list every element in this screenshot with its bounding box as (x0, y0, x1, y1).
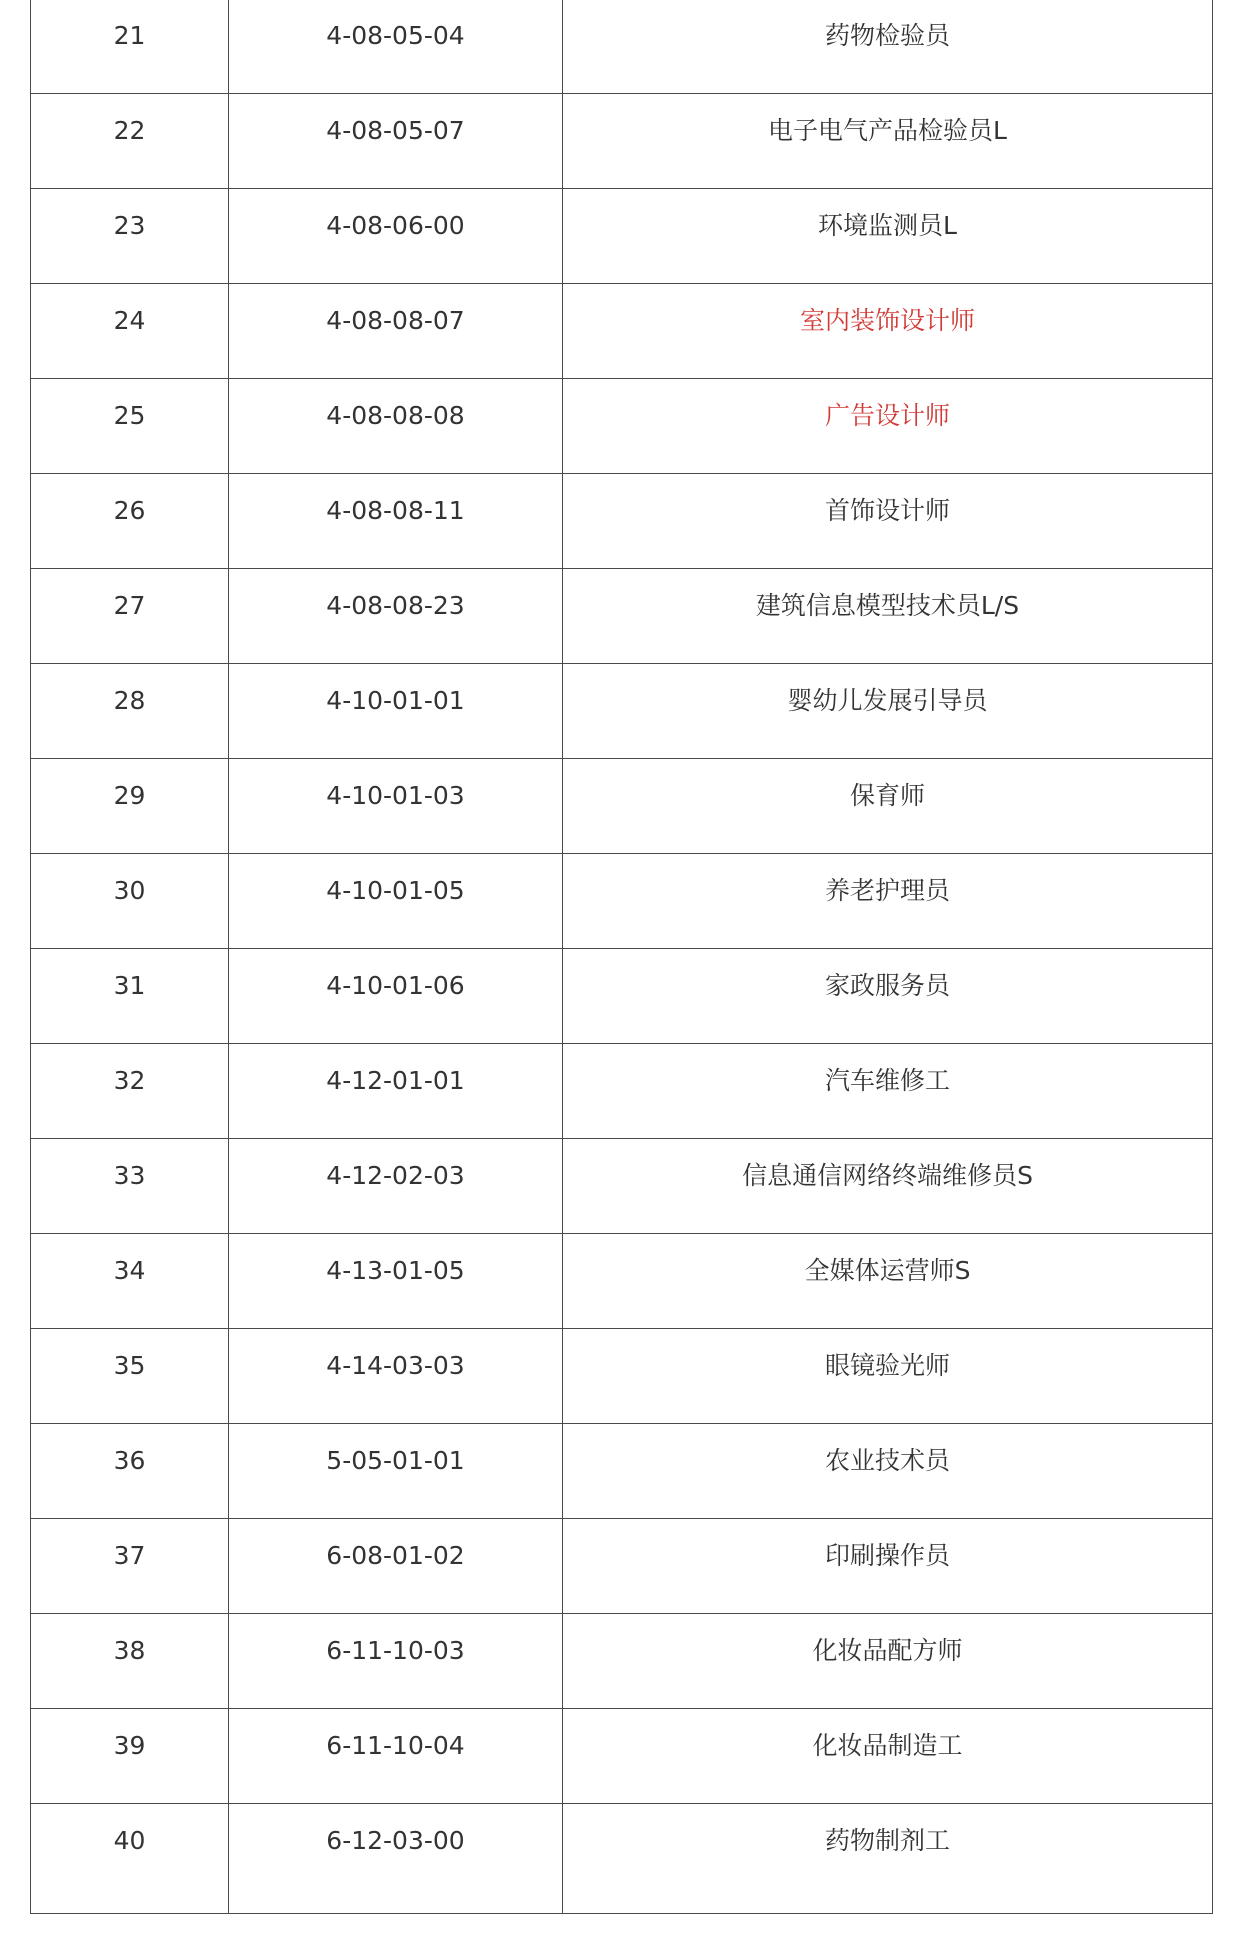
table-row (31, 1424, 1213, 1519)
occupation-name-cell: 化妆品配方师 (563, 1614, 1213, 1709)
occupation-code-cell: 4-12-02-03 (229, 1139, 563, 1234)
occupation-name-cell: 药物检验员 (563, 0, 1213, 94)
occupation-code-cell: 4-14-03-03 (229, 1329, 563, 1424)
row-number-cell: 36 (31, 1424, 229, 1519)
table-row (31, 474, 1213, 569)
row-number-cell: 30 (31, 854, 229, 949)
occupation-code-cell: 4-13-01-05 (229, 1234, 563, 1329)
row-number-cell: 39 (31, 1709, 229, 1804)
occupation-name-cell: 建筑信息模型技术员L/S (563, 569, 1213, 664)
occupation-name-cell: 环境监测员L (563, 189, 1213, 284)
occupation-name-cell: 保育师 (563, 759, 1213, 854)
table-row (31, 949, 1213, 1044)
table-row (31, 1139, 1213, 1234)
table-row (31, 189, 1213, 284)
occupation-name-cell: 化妆品制造工 (563, 1709, 1213, 1804)
occupation-name-cell: 全媒体运营师S (563, 1234, 1213, 1329)
occupation-code-cell: 4-08-08-11 (229, 474, 563, 569)
table-row (31, 284, 1213, 379)
occupation-code-cell: 6-11-10-03 (229, 1614, 563, 1709)
occupation-code-cell: 4-08-08-08 (229, 379, 563, 474)
occupation-code-cell: 5-05-01-01 (229, 1424, 563, 1519)
row-number-cell: 28 (31, 664, 229, 759)
row-number-cell: 25 (31, 379, 229, 474)
occupation-code-cell: 4-10-01-05 (229, 854, 563, 949)
occupation-code-cell: 4-08-06-00 (229, 189, 563, 284)
occupation-name-cell: 养老护理员 (563, 854, 1213, 949)
table-row (31, 1519, 1213, 1614)
table-row (31, 94, 1213, 189)
occupation-name-cell: 首饰设计师 (563, 474, 1213, 569)
table-row (31, 664, 1213, 759)
row-number-cell: 34 (31, 1234, 229, 1329)
row-number-cell: 38 (31, 1614, 229, 1709)
occupation-name-cell: 婴幼儿发展引导员 (563, 664, 1213, 759)
occupation-code-cell: 6-08-01-02 (229, 1519, 563, 1614)
occupation-code-cell: 4-12-01-01 (229, 1044, 563, 1139)
row-number-cell: 23 (31, 189, 229, 284)
table-row (31, 1329, 1213, 1424)
occupation-name-cell: 印刷操作员 (563, 1519, 1213, 1614)
table-row (31, 0, 1213, 94)
occupation-code-cell: 6-12-03-00 (229, 1804, 563, 1914)
table-row (31, 1614, 1213, 1709)
row-number-cell: 31 (31, 949, 229, 1044)
occupation-code-cell: 6-11-10-04 (229, 1709, 563, 1804)
occupation-name-cell: 室内装饰设计师 (563, 284, 1213, 379)
row-number-cell: 37 (31, 1519, 229, 1614)
occupation-name-cell: 家政服务员 (563, 949, 1213, 1044)
occupation-name-cell: 广告设计师 (563, 379, 1213, 474)
table-row (31, 1804, 1213, 1914)
occupation-table (30, 0, 1213, 1914)
row-number-cell: 33 (31, 1139, 229, 1234)
row-number-cell: 22 (31, 94, 229, 189)
occupation-name-cell: 眼镜验光师 (563, 1329, 1213, 1424)
row-number-cell: 40 (31, 1804, 229, 1914)
table-row (31, 1709, 1213, 1804)
occupation-name-cell: 电子电气产品检验员L (563, 94, 1213, 189)
occupation-name-cell: 农业技术员 (563, 1424, 1213, 1519)
occupation-name-cell: 药物制剂工 (563, 1804, 1213, 1914)
table-row (31, 569, 1213, 664)
occupation-name-cell: 汽车维修工 (563, 1044, 1213, 1139)
table-row (31, 759, 1213, 854)
row-number-cell: 27 (31, 569, 229, 664)
occupation-code-cell: 4-08-05-07 (229, 94, 563, 189)
occupation-code-cell: 4-08-05-04 (229, 0, 563, 94)
table-row (31, 854, 1213, 949)
row-number-cell: 24 (31, 284, 229, 379)
occupation-code-cell: 4-10-01-01 (229, 664, 563, 759)
table-body (31, 0, 1213, 1914)
occupation-code-cell: 4-10-01-03 (229, 759, 563, 854)
occupation-code-cell: 4-10-01-06 (229, 949, 563, 1044)
table-row (31, 379, 1213, 474)
table-row (31, 1234, 1213, 1329)
row-number-cell: 21 (31, 0, 229, 94)
row-number-cell: 35 (31, 1329, 229, 1424)
row-number-cell: 26 (31, 474, 229, 569)
occupation-name-cell: 信息通信网络终端维修员S (563, 1139, 1213, 1234)
row-number-cell: 29 (31, 759, 229, 854)
table-row (31, 1044, 1213, 1139)
occupation-code-cell: 4-08-08-23 (229, 569, 563, 664)
occupation-code-cell: 4-08-08-07 (229, 284, 563, 379)
row-number-cell: 32 (31, 1044, 229, 1139)
